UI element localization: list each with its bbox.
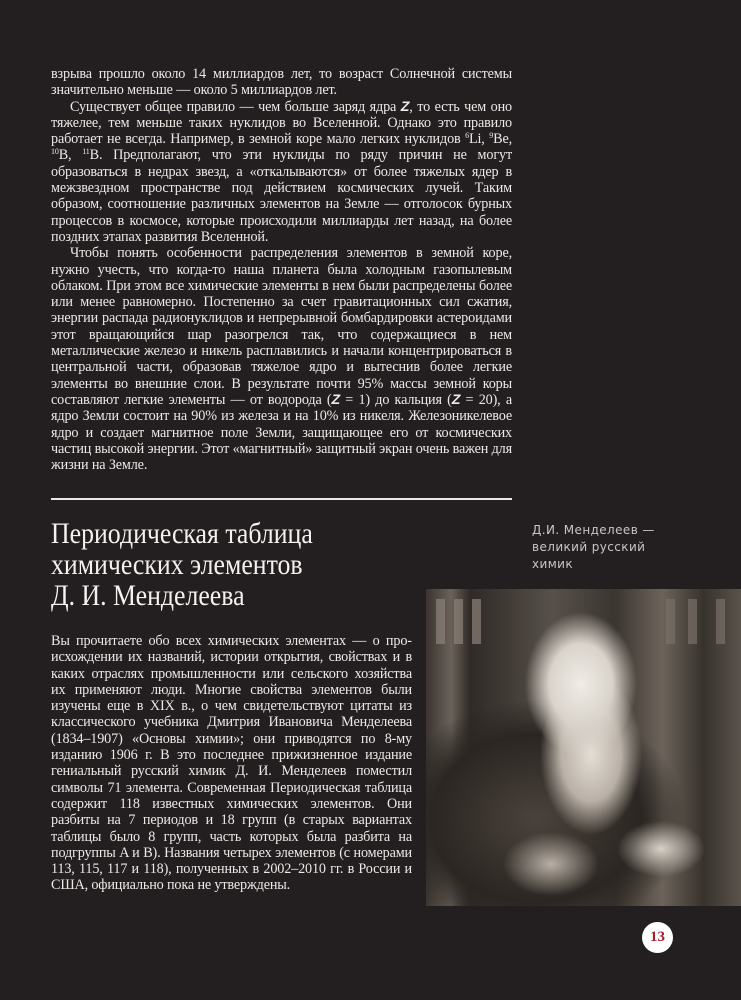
section-heading bbox=[51, 518, 361, 611]
photo-caption: Д.И. Менделеев — великий русский химик bbox=[532, 523, 655, 571]
paragraph-2: Существует общее правило — чем больше заряд ядра Z, то есть чем оно тяжелее, тем меньше таких нуклидов во Вселенной. Однако это правило работает не всегда. Например, в земной коре мало легких нуклидов $^6$Li, $^9$Be, $^{10}$B, $^{11}$B. Предполагают, что эти нуклиды по ряду причин не могут образоваться в недрах звезд, а «откалываются» от более тяжелых ядер в межзвездном пространстве под действием космических лучей. Таким образом, соотношение различных элементов на Земле — отголосок бурных процессов в космосе, которые происходили миллиарды лет назад, на более поздних этапах развития Вселенной. bbox=[51, 98, 512, 245]
heading-line-1: Периодическая таблица bbox=[51, 517, 313, 550]
z-symbol: Z bbox=[331, 391, 341, 408]
paragraph-3: Чтобы понять особенности распределения элементов в земной коре, нужно учесть, что когда-то наша планета была холодным газопылевым облаком. При этом все химические элементы в нем были распределены более или менее равномерно. Постепенно за счет гравитационных сил сжатия, энергии распада радионуклидов и непрерывной бомбардировки астероидами этот вращающийся шар разогрелся так, что содержащиеся в нем металлические железо и никель расплавились и начали концентрироваться в центральной части, образовав тяжелое ядро и вытеснив более легкие элементы во внешние слои. В результате почти 95% массы земной коры составляют легкие элементы — от водорода (Z = 1) до кальция (Z = 20), а ядро Земли состоит на 90% из железа и на 10% из никеля. Железоникелевое ядро и создает магнитное поле Земли, защищающее его от космических частиц высокой энергии. Этот «магнитный» защитный экран очень важен для жизни на Земле. bbox=[51, 245, 512, 474]
top-article-text bbox=[51, 66, 512, 473]
page-number-badge bbox=[642, 922, 673, 953]
paragraph-1: взрыва прошло около 14 миллиардов лет, то возраст Солнечной системы значительно меньше — около 5 миллиардов лет. bbox=[51, 66, 512, 99]
portrait-photo-mendeleev bbox=[426, 589, 741, 906]
heading-line-2: химических элементов bbox=[51, 548, 303, 581]
section-intro-text bbox=[51, 633, 412, 894]
page-number: 13 bbox=[650, 929, 665, 945]
heading-line-3: Д. И. Менделеева bbox=[51, 579, 245, 612]
z-symbol: Z bbox=[400, 98, 410, 115]
section-divider bbox=[51, 498, 512, 500]
z-symbol: Z bbox=[451, 391, 461, 408]
intro-paragraph: Вы прочитаете обо всех химических элементах — о происхождении их названий, истории открытия, свойствах и в каких отраслях промышленности или сельского хозяйства их применяют люди. Многие свойства элементов были изучены еще в XIX в., о чем свидетельствуют цитаты из классического учебника Дмитрия Ивановича Менделеева (1834–1907) «Основы химии»; они приводятся по 8-му изданию 1906 г. В это последнее прижизненное издание гениальный русский химик Д. И. Менделеев поместил символы 71 элемента. Современная Периодическая таблица содержит 118 известных химических элементов. Они разбиты на 7 периодов и 18 групп (в старых вариантах таблицы было 8 групп, часть которых была разбита на подгруппы A и B). Названия четырех элементов (с номерами 113, 115, 117 и 118), полученных в 2002–2010 гг. в России и США, официально пока не утверждены. bbox=[51, 633, 412, 894]
